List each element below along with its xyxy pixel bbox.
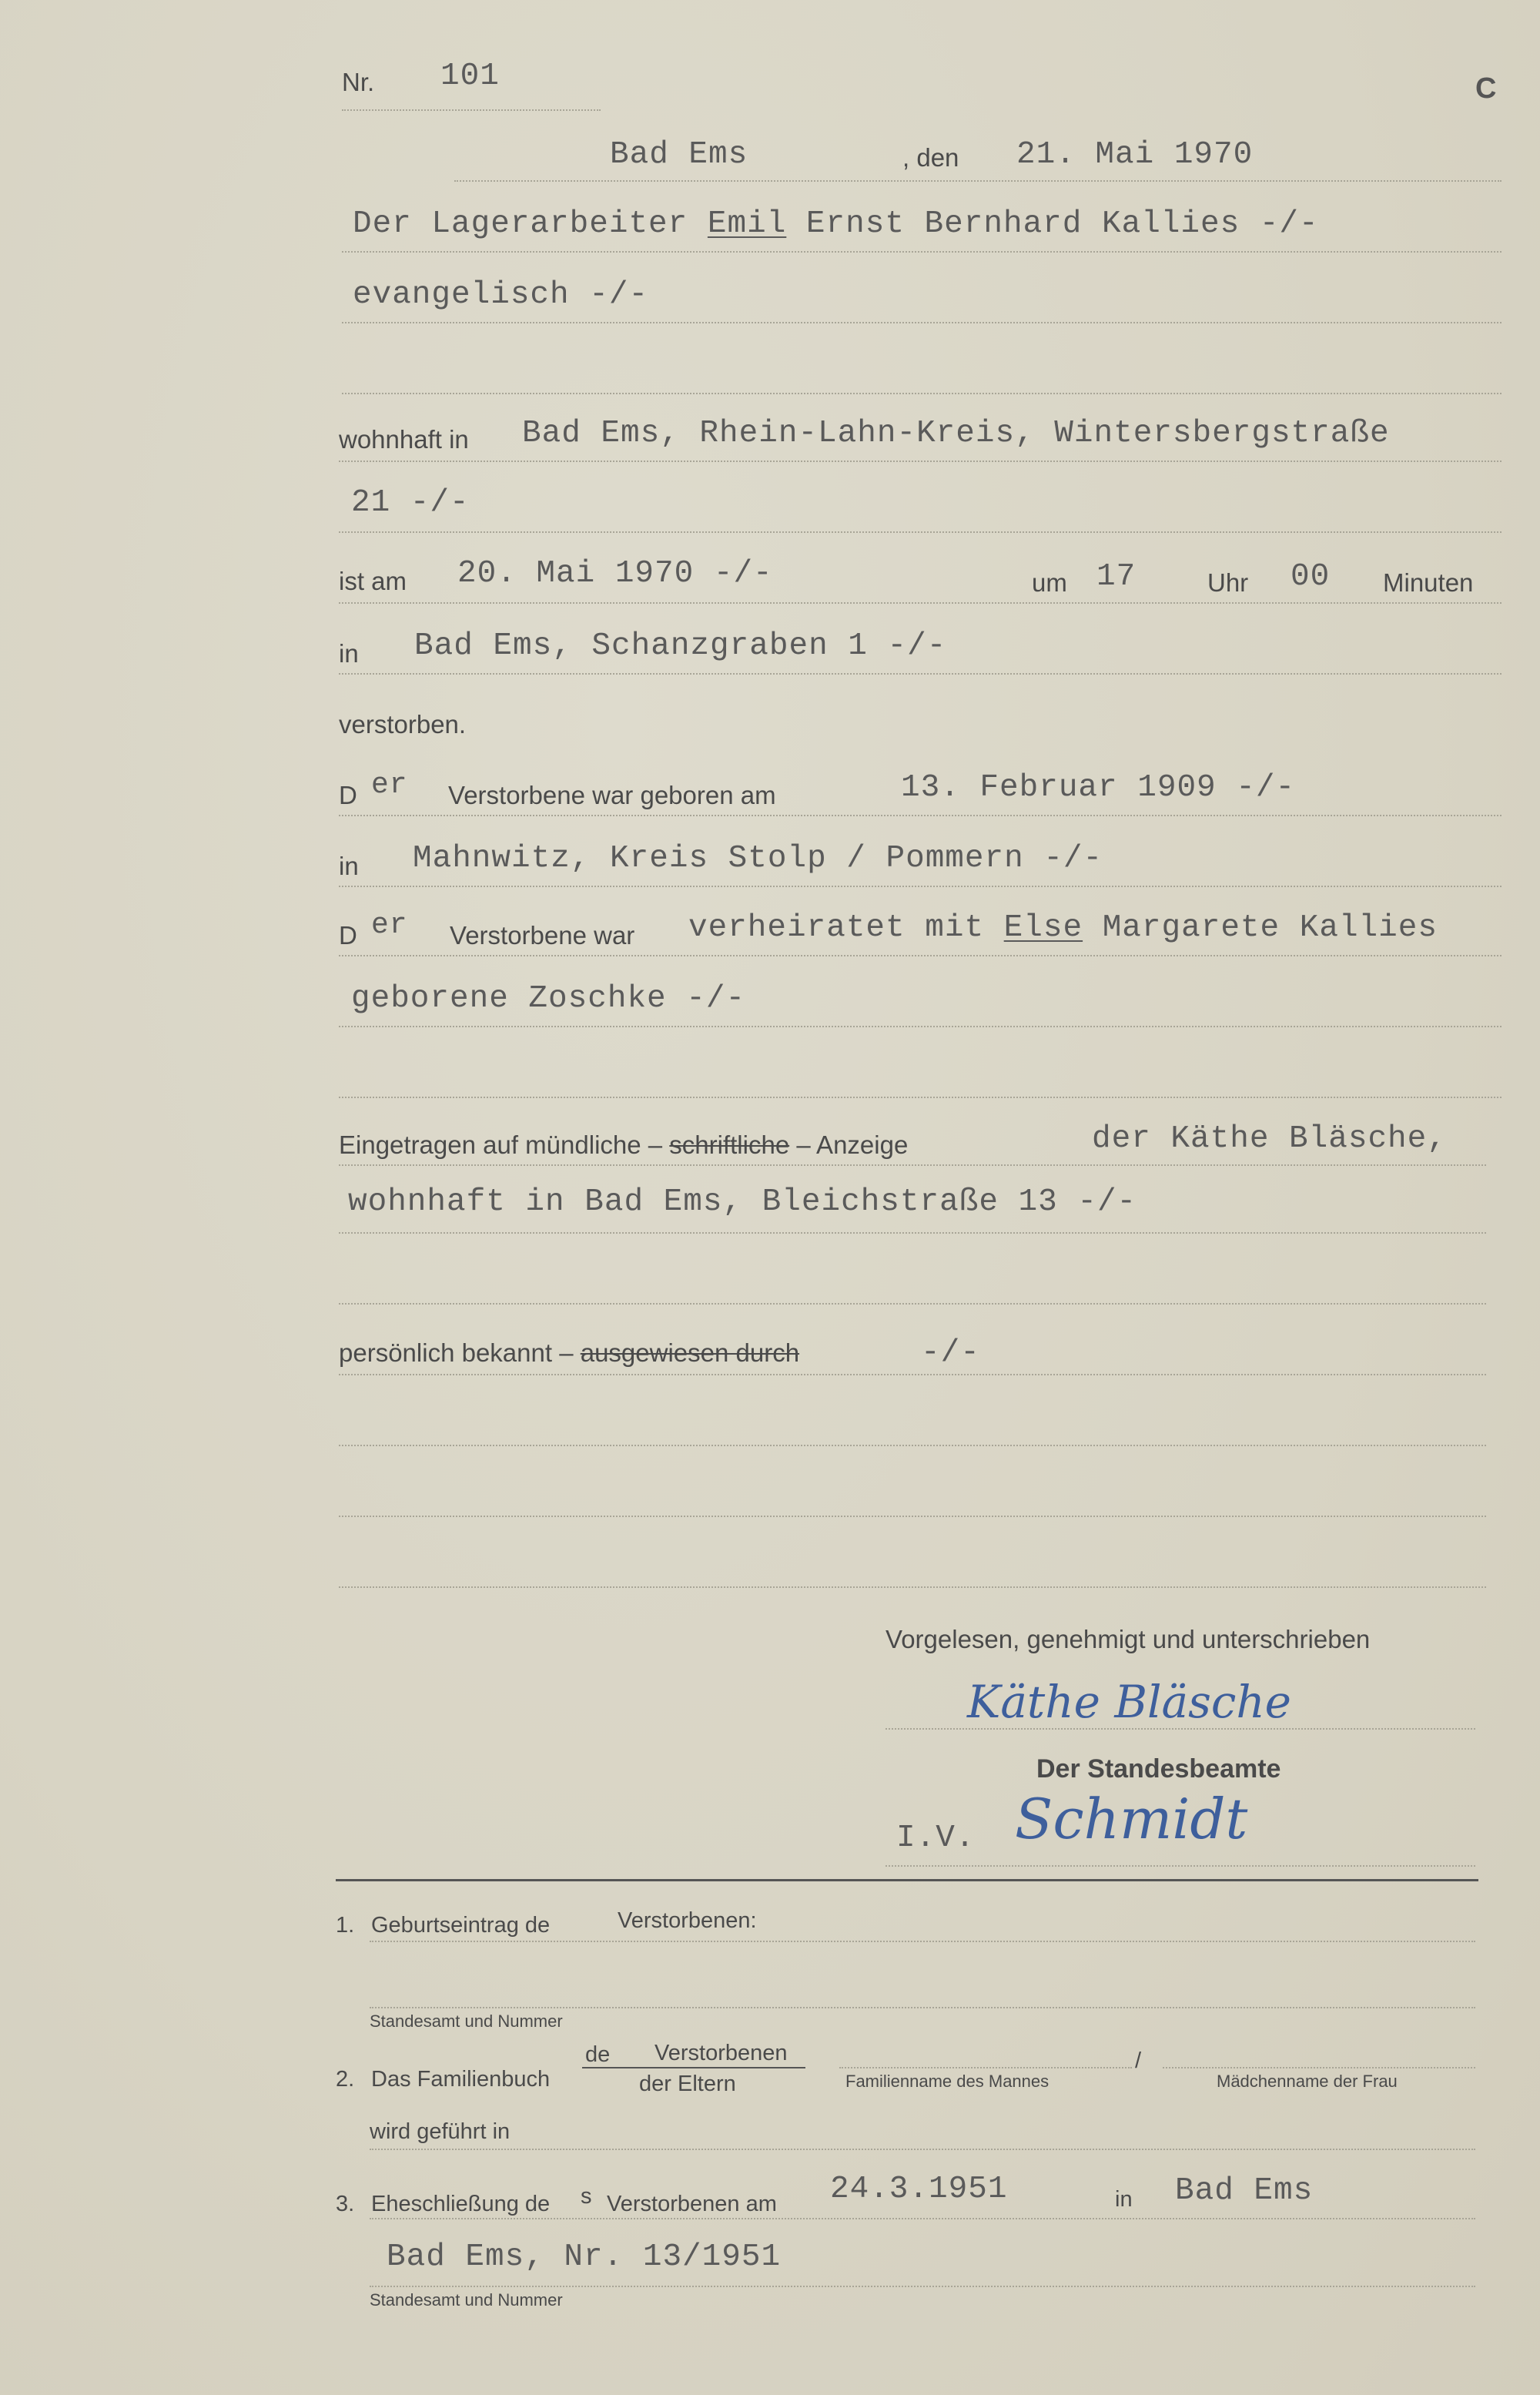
marriage-registry: Bad Ems, Nr. 13/1951 <box>387 2239 782 2275</box>
spouse-first-name: Else <box>1003 910 1083 946</box>
dotted-line <box>886 1865 1475 1867</box>
marriage-text-before: verheiratet mit <box>688 910 985 946</box>
dotted-line <box>339 1303 1486 1305</box>
dotted-line <box>339 1232 1486 1234</box>
deceased-occupation: Der Lagerarbeiter <box>353 206 688 242</box>
birth-place-label: in <box>339 852 359 880</box>
read-approved-text: Vorgelesen, genehmigt und unterschrieben <box>886 1625 1371 1653</box>
marriage-text-after: Margarete Kallies <box>1102 910 1438 946</box>
deceased-name-rest: Ernst Bernhard Kallies -/- <box>805 206 1319 242</box>
den-label: , den <box>902 143 959 172</box>
dotted-line <box>339 531 1502 533</box>
dotted-line <box>339 1026 1502 1027</box>
registry-place: Bad Ems <box>610 137 748 173</box>
informant-signature: Käthe Bläsche <box>967 1676 1292 1728</box>
official-signature: Schmidt <box>1015 1787 1248 1851</box>
dotted-line <box>370 2286 1475 2287</box>
birth-date: 13. Februar 1909 -/- <box>901 770 1296 806</box>
dotted-line <box>339 602 1502 604</box>
dotted-line <box>1163 2067 1475 2068</box>
family-book-deceased: Verstorbenen <box>654 2041 788 2065</box>
registration-label <box>339 1131 908 1160</box>
identity-label-start: persönlich bekannt – <box>339 1338 574 1367</box>
death-minutes: 00 <box>1291 559 1331 595</box>
informant: der Käthe Bläsche, <box>1092 1121 1447 1157</box>
family-book-label: Das Familienbuch <box>371 2067 551 2092</box>
death-hour: 17 <box>1096 559 1137 595</box>
kept-in-label: wird geführt in <box>370 2119 511 2144</box>
wife-name-caption: Mädchenname der Frau <box>1217 2072 1398 2091</box>
marriage-entry-s: s <box>581 2184 592 2209</box>
registry-number-caption-2: Standesamt und Nummer <box>370 2290 563 2310</box>
dotted-line <box>339 815 1502 816</box>
dotted-line <box>339 1097 1502 1098</box>
dotted-line <box>339 673 1502 675</box>
deceased-name <box>353 206 1319 242</box>
corner-letter: C <box>1475 72 1497 105</box>
deceased-religion: evangelisch -/- <box>353 277 649 313</box>
dotted-line <box>339 1516 1486 1517</box>
verstorben-label: verstorben. <box>339 710 467 739</box>
footnote-2-number: 2. <box>336 2067 355 2092</box>
marriage-entry-label: Eheschließung de <box>371 2192 551 2216</box>
marriage-label: Verstorbene war <box>450 921 635 950</box>
death-date-label: ist am <box>339 567 407 595</box>
uhr-label: Uhr <box>1207 568 1249 597</box>
identity-value: -/- <box>921 1335 980 1371</box>
minuten-label: Minuten <box>1383 568 1474 597</box>
dotted-line <box>339 1164 1486 1166</box>
dotted-line <box>342 109 601 111</box>
family-book-parents: der Eltern <box>639 2072 736 2096</box>
dotted-line <box>339 1586 1486 1588</box>
name-slash: / <box>1135 2048 1142 2073</box>
certificate-number: 101 <box>440 59 500 94</box>
birth-entry-label: Geburtseintrag de <box>371 1913 551 1938</box>
registration-label-start: Eingetragen auf mündliche – <box>339 1131 663 1159</box>
birth-d-suffix: er <box>371 769 408 802</box>
birth-place: Mahnwitz, Kreis Stolp / Pommern -/- <box>413 841 1103 876</box>
um-label: um <box>1032 568 1067 597</box>
registration-label-end: – Anzeige <box>796 1131 909 1159</box>
marriage-date: 24.3.1951 <box>830 2172 1008 2207</box>
dotted-line <box>342 322 1502 323</box>
informant-address: wohnhaft in Bad Ems, Bleichstraße 13 -/- <box>348 1184 1137 1220</box>
residence-line2: 21 -/- <box>351 485 470 521</box>
dotted-line <box>370 1941 1475 1942</box>
official-title: Der Standesbeamte <box>1036 1754 1281 1784</box>
footnote-1-number: 1. <box>336 1913 355 1938</box>
dotted-line <box>339 1374 1486 1375</box>
residence-line1: Bad Ems, Rhein-Lahn-Kreis, Wintersbergstraße <box>522 416 1390 451</box>
dotted-line <box>339 886 1502 887</box>
death-place: Bad Ems, Schanzgraben 1 -/- <box>414 628 947 664</box>
dotted-line <box>886 1728 1475 1730</box>
footnote-3-number: 3. <box>336 2192 355 2216</box>
nr-label: Nr. <box>342 68 375 96</box>
registration-struck: schriftliche <box>669 1131 790 1159</box>
marriage-d-prefix: D <box>339 921 357 950</box>
marriage-d-suffix: er <box>371 909 408 942</box>
birth-entry-suffix: Verstorbenen: <box>618 1908 757 1933</box>
family-book-de: de <box>585 2042 611 2067</box>
residence-label: wohnhaft in <box>339 425 469 454</box>
dotted-line <box>839 2067 1132 2068</box>
death-date: 20. Mai 1970 -/- <box>457 556 773 591</box>
dotted-line <box>342 393 1502 394</box>
identity-struck: ausgewiesen durch <box>580 1338 800 1367</box>
dotted-line <box>339 461 1502 462</box>
deceased-first-name: Emil <box>707 206 787 242</box>
dotted-line <box>339 955 1502 956</box>
husband-name-caption: Familienname des Mannes <box>845 2072 1050 2091</box>
marriage-entry-label2: Verstorbenen am <box>607 2192 777 2216</box>
dotted-line <box>454 180 1502 182</box>
dotted-line <box>342 251 1502 253</box>
dotted-line <box>339 1445 1486 1446</box>
iv-label: I.V. <box>896 1821 976 1856</box>
marriage-place: Bad Ems <box>1175 2173 1314 2209</box>
registry-date: 21. Mai 1970 <box>1016 137 1254 173</box>
identity-label <box>339 1338 799 1368</box>
spouse-birth-name: geborene Zoschke -/- <box>351 981 746 1017</box>
dotted-line <box>370 2007 1475 2008</box>
marriage-in-label: in <box>1115 2187 1133 2212</box>
dotted-line <box>370 2149 1475 2150</box>
registry-number-caption: Standesamt und Nummer <box>370 2011 563 2031</box>
marriage-spouse <box>688 910 1438 946</box>
death-place-label: in <box>339 639 359 668</box>
fraction-line <box>582 2067 805 2068</box>
dotted-line <box>370 2218 1475 2219</box>
separator-line <box>336 1879 1478 1881</box>
birth-d-prefix: D <box>339 781 357 809</box>
birth-label: Verstorbene war geboren am <box>448 781 776 809</box>
